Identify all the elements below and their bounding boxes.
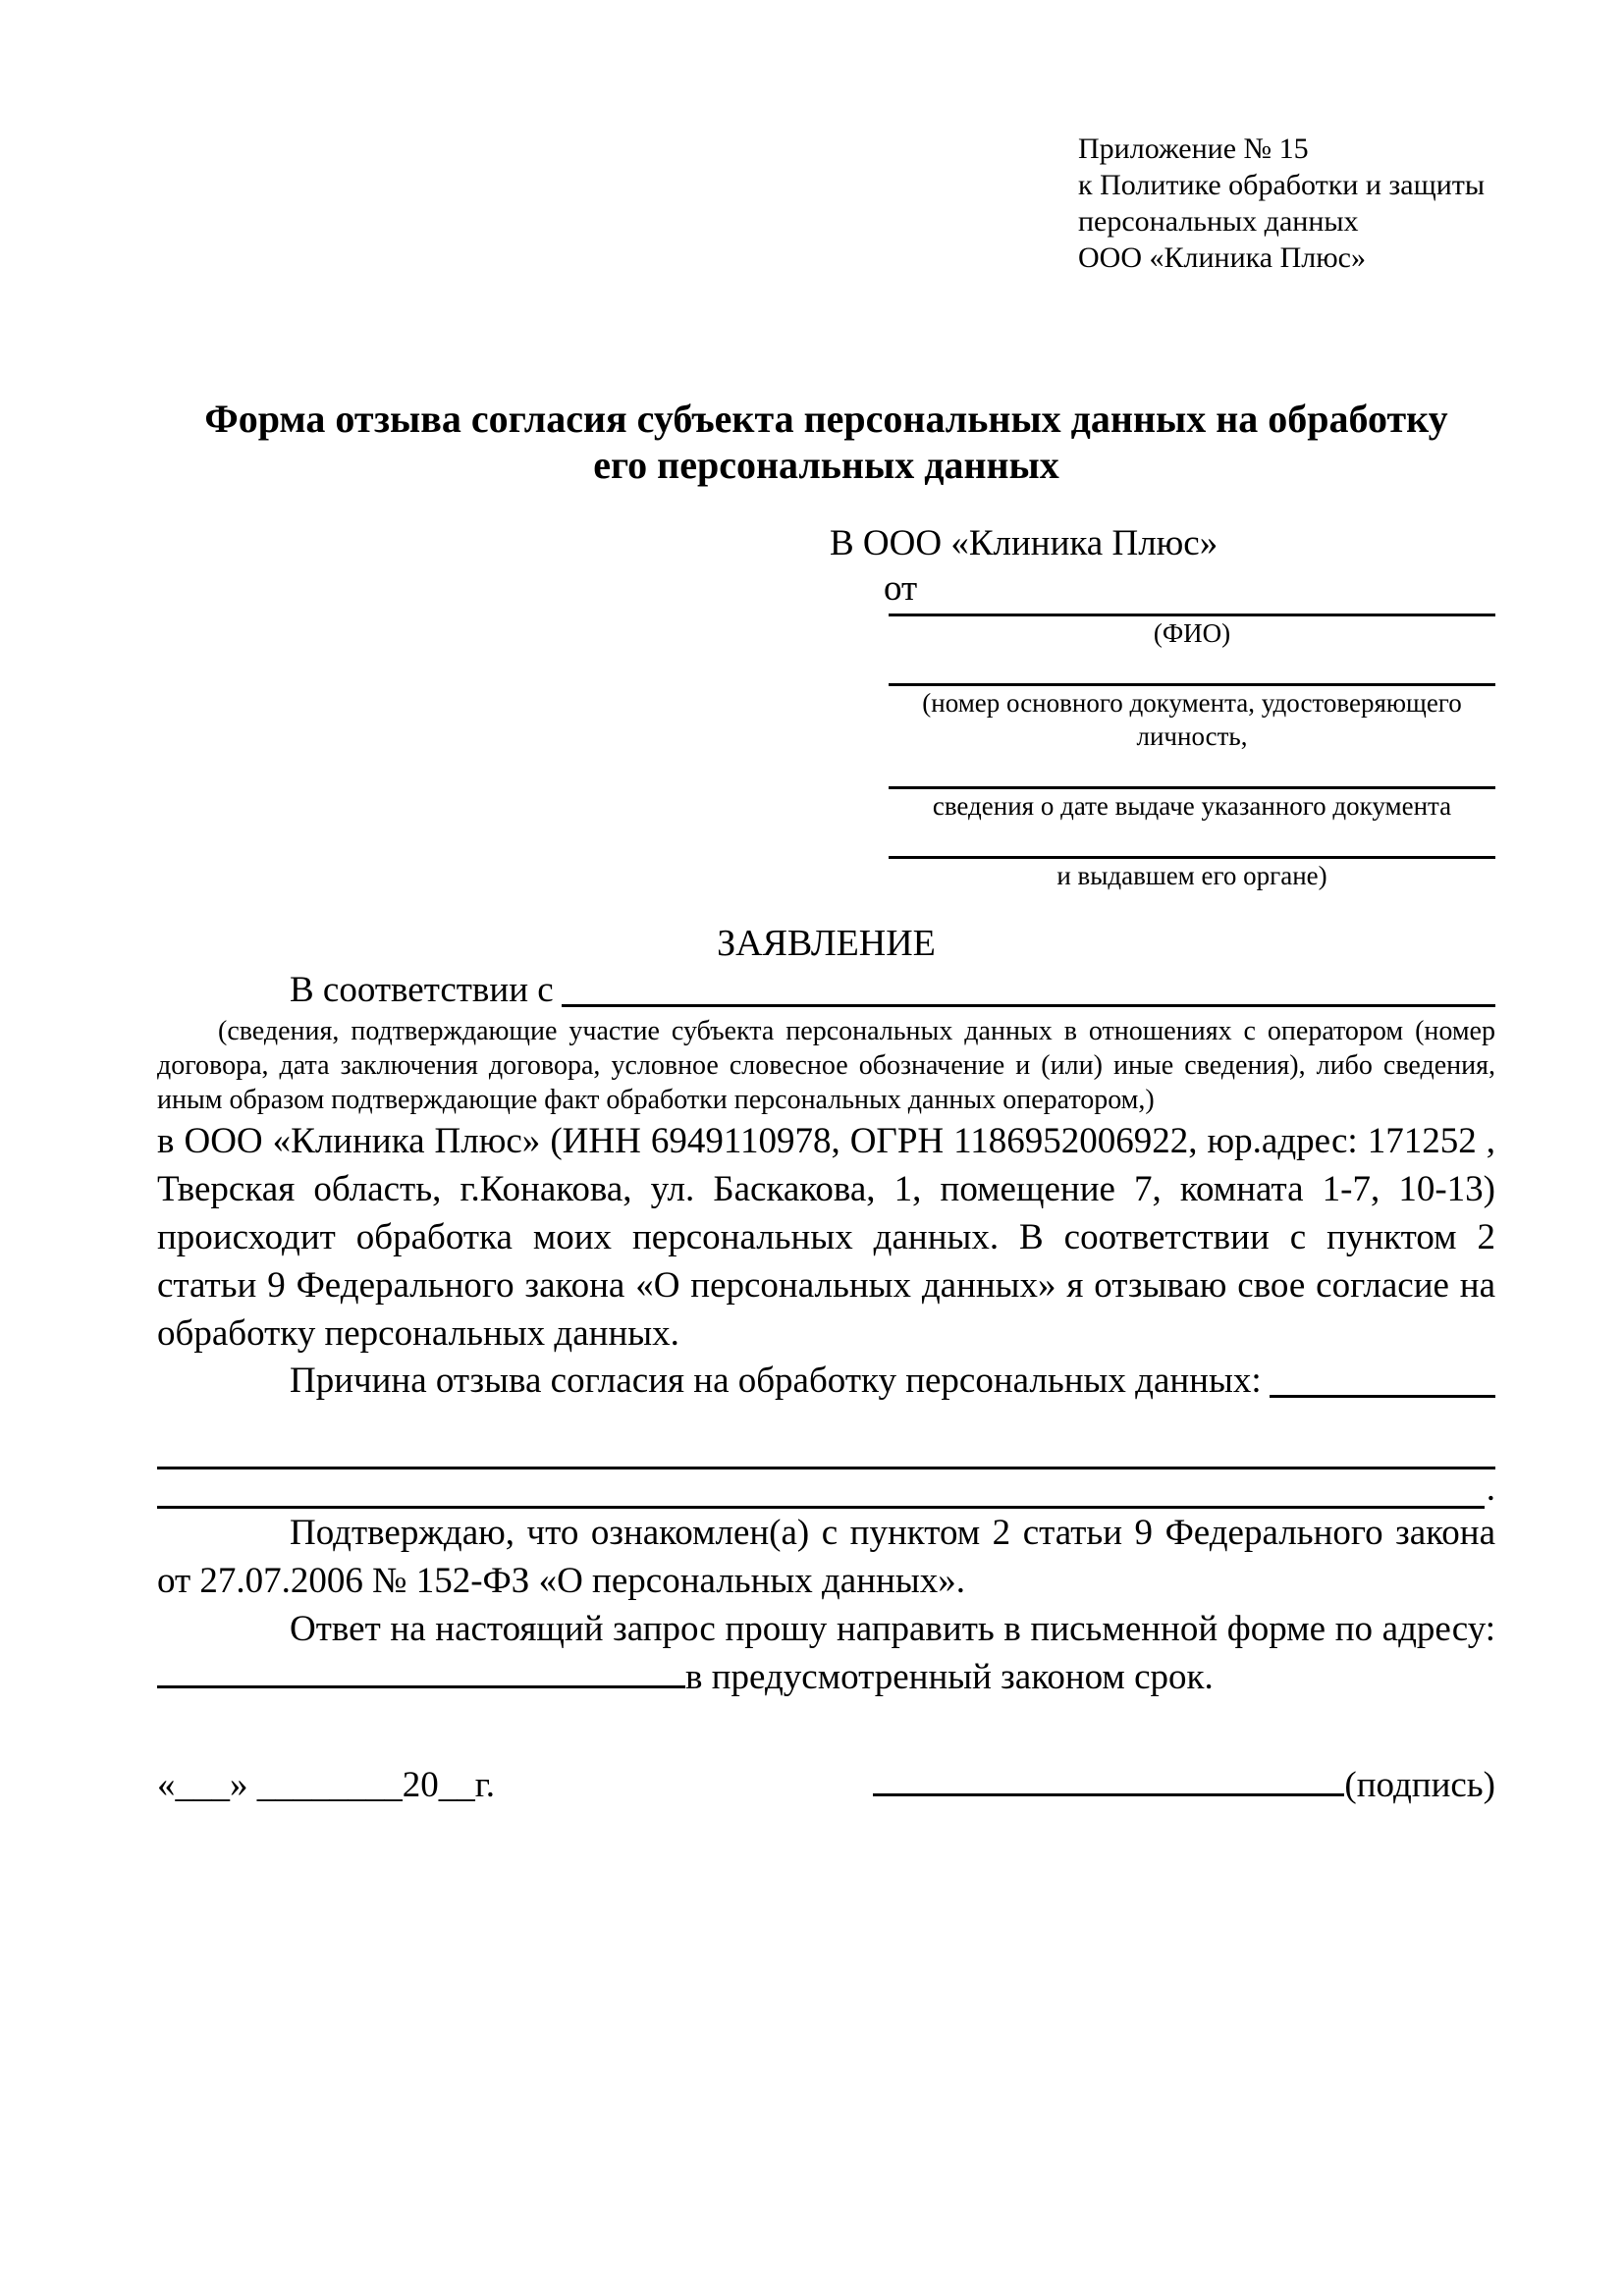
date-line: «___» ________20__г. [157, 1765, 496, 1805]
statement-heading: ЗАЯВЛЕНИЕ [717, 923, 936, 964]
blank-line-period: . [1486, 1468, 1495, 1509]
accordance-line [157, 967, 1495, 1014]
reason-blank-row-2 [157, 1469, 1495, 1509]
reply-address-blank-line [157, 1685, 685, 1688]
reason-blank-row-1 [157, 1430, 1495, 1469]
main-paragraph: в ООО «Клиника Плюс» (ИНН 6949110978, ОГРН 1186952006922, юр.адрес: 171252 , Тверская область, г.Конакова, ул. Баскакова, 1, помещение 7, комната 1-7, 10-13) происходит обработка моих персональных данных. В соответствии с пунктом 2 статьи 9 Федерального закона «О персональных данных» я отзываю свое согласие на обработку персональных данных. [157, 1121, 1495, 1354]
issue-date-blank-line [889, 753, 1495, 789]
issue-date-field [889, 753, 1495, 823]
signature-blank-line [873, 1793, 1344, 1796]
doc-number-caption: (номер основного документа, удостоверяющего личность, [922, 688, 1462, 751]
fio-caption: (ФИО) [1153, 618, 1231, 648]
appendix-header [1078, 131, 1495, 276]
page-title [157, 396, 1495, 488]
issuing-authority-caption: и выдавшем его органе) [1056, 861, 1327, 890]
confirm-paragraph: Подтверждаю, что ознакомлен(а) с пунктом 2 статьи 9 Федерального закона от 27.07.2006 № 152-ФЗ «О персональных данных». [157, 1513, 1495, 1601]
page-title-line-2: его персональных данных [593, 443, 1059, 487]
reason-blank-line [1270, 1358, 1495, 1398]
fio-field [889, 612, 1495, 650]
signature-area [873, 1762, 1495, 1809]
reply-suffix: в предусмотренный законом срок. [685, 1657, 1214, 1697]
reason-blank-line-3 [157, 1469, 1485, 1509]
issuing-authority-blank-line [889, 823, 1495, 859]
reason-line [157, 1358, 1495, 1405]
reason-blank-line-2 [157, 1430, 1495, 1469]
reply-request-line: Ответ на настоящий запрос прошу направить в письменной форме по адресу: [290, 1609, 1495, 1649]
reply-address-line [157, 1653, 1495, 1701]
doc-number-field [889, 650, 1495, 753]
issuing-authority-field [889, 823, 1495, 892]
addressee-from-label: от [884, 568, 918, 609]
signature-caption: (подпись) [1344, 1765, 1495, 1805]
doc-number-blank-line [889, 650, 1495, 686]
appendix-header-line: к Политике обработки и защиты [1078, 169, 1486, 201]
accordance-prefix: В соответствии с [290, 970, 554, 1010]
appendix-header-line: Приложение № 15 [1078, 133, 1309, 165]
footer-row [157, 1762, 1495, 1809]
page-title-line-1: Форма отзыва согласия субъекта персональных данных на обработку [204, 397, 1448, 441]
addressee-block [830, 521, 1495, 892]
appendix-header-line: персональных данных [1078, 205, 1359, 238]
addressee-to: В ООО «Клиника Плюс» [830, 523, 1218, 563]
reason-prefix: Причина отзыва согласия на обработку персональных данных: [290, 1361, 1262, 1401]
appendix-header-line: ООО «Клиника Плюс» [1078, 241, 1366, 274]
issue-date-caption: сведения о дате выдаче указанного документа [932, 791, 1452, 821]
accordance-blank-line [562, 967, 1495, 1007]
small-print-note: (сведения, подтверждающие участие субъекта персональных данных в отношениях с оператором (номер договора, дата заключения договора, условное словесное обозначение и (или) иные сведения), либо сведения, иным образом подтверждающие факт обработки персональных данных оператором,) [157, 1016, 1495, 1115]
addressee-fields [889, 612, 1495, 892]
